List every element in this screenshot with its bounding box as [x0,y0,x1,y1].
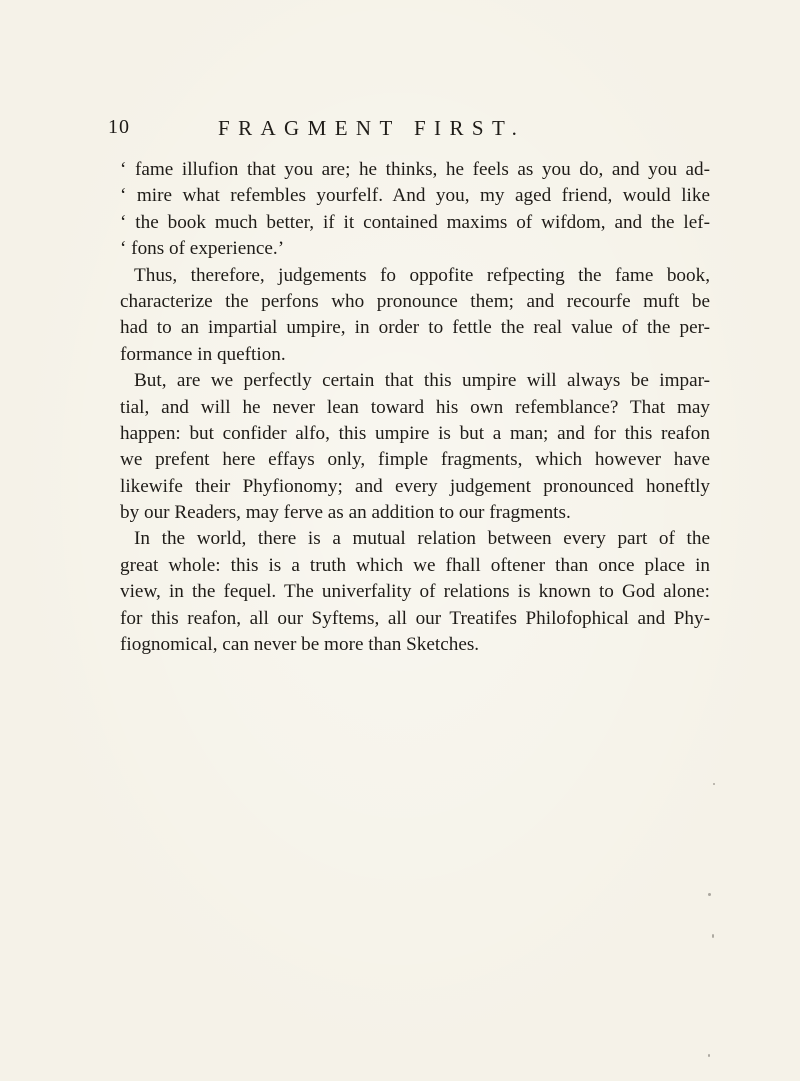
paragraph [120,526,710,658]
text-line: fiognomical, can never be more than Sketches. [120,634,480,656]
text-line: characterize the perfons who pronounce them; and recourfe muft be [120,290,710,312]
paragraph [120,368,710,526]
text-line: for this reafon, all our Syftems, all our Treatifes Philofophical and Phy- [120,607,710,629]
text-line: happen: but confider alfo, this umpire is but a man; and for this reafon [120,422,710,444]
paragraph [120,263,710,369]
text-line: view, in the fequel. The univerfality of relations is known to God alone: [120,581,710,603]
text-line: In the world, there is a mutual relation between every part of the [134,528,710,550]
body-text [120,157,710,658]
paper-speck [708,893,711,896]
text-line: tial, and will he never lean toward his own refemblance? That may [120,396,710,418]
page-number: 10 [108,116,130,138]
text-line: ‘ the book much better, if it contained maxims of wifdom, and the lef- [120,211,710,233]
text-line: we prefent here effays only, fimple fragments, which however have [120,449,710,471]
paper-speck [708,1054,710,1057]
text-line: ‘ mire what refembles yourfelf. And you, my aged friend, would like [120,185,710,207]
text-line: by our Readers, may ferve as an addition to our fragments. [120,502,571,524]
text-line: ‘ fame illufion that you are; he thinks, he feels as you do, and you ad- [120,159,710,180]
text-line: formance in queftion. [120,343,286,365]
paper-speck [712,934,714,938]
paragraph [120,157,710,263]
text-line: Thus, therefore, judgements fo oppofite refpecting the fame book, [134,264,710,286]
text-line: likewife their Phyfionomy; and every judgement pronounced honeftly [120,475,710,497]
text-line: ‘ fons of experience.’ [120,238,285,260]
text-line: But, are we perfectly certain that this umpire will always be impar- [134,370,710,392]
running-head: FRAGMENT FIRST. [218,116,526,140]
page-header [108,116,708,146]
paper-speck [713,783,715,785]
text-line: had to an impartial umpire, in order to fettle the real value of the per- [120,317,710,339]
text-line: great whole: this is a truth which we fhall oftener than once place in [120,554,710,576]
